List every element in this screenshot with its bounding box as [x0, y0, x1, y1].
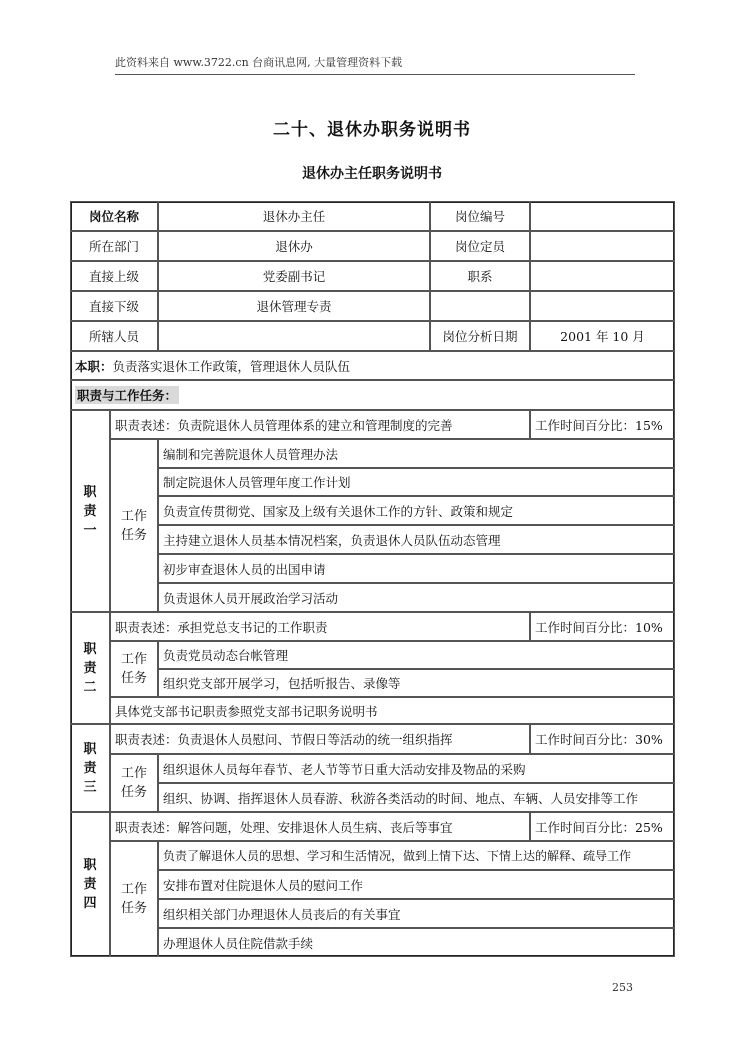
duty-1-task-label: 工作 任务 — [110, 439, 158, 612]
benzhi-row — [70, 351, 675, 380]
duty-3-description: 职责表述：负责退休人员慰问、节假日等活动的统一组织指挥 — [110, 724, 530, 754]
duty-4-description: 职责表述：解答问题，处理、安排退休人员生病、丧后等事宜 — [110, 812, 530, 841]
duty-4-task: 安排布置对住院退休人员的慰问工作 — [158, 870, 675, 899]
duty-4-task: 组织相关部门办理退休人员丧后的有关事宜 — [158, 899, 675, 928]
value-position-name: 退休办主任 — [158, 201, 430, 231]
duty-2-label: 职 责 二 — [70, 612, 110, 724]
duty-1-task: 负责宣传贯彻党、国家及上级有关退休工作的方针、政策和规定 — [158, 496, 675, 525]
duty-2-task-label: 工作 任务 — [110, 641, 158, 697]
value-analysis-date: 2001 年 10 月 — [530, 321, 675, 351]
benzhi-text: 负责落实退休工作政策，管理退休人员队伍 — [112, 358, 351, 374]
document-title: 二十、退休办职务说明书 — [273, 120, 471, 140]
duty-1-task: 主持建立退休人员基本情况档案，负责退休人员队伍动态管理 — [158, 525, 675, 554]
empty-cell — [430, 291, 530, 321]
duty-2-task: 组织党支部开展学习，包括听报告、录像等 — [158, 669, 675, 697]
value-superior: 党委副书记 — [158, 261, 430, 291]
duty-4-task-label: 工作 任务 — [110, 841, 158, 957]
label-position-name: 岗位名称 — [70, 201, 158, 231]
duty-4-task: 办理退休人员住院借款手续 — [158, 928, 675, 957]
label-quota: 岗位定员 — [430, 231, 530, 261]
value-position-code — [530, 201, 675, 231]
duty-1-task: 初步审查退休人员的出国申请 — [158, 554, 675, 583]
duty-2-task: 负责党员动态台帐管理 — [158, 641, 675, 669]
label-position-code: 岗位编号 — [430, 201, 530, 231]
duty-3-time-percent: 工作时间百分比：30% — [530, 724, 675, 754]
duty-3-task: 组织退休人员每年春节、老人节等节日重大活动安排及物品的采购 — [158, 754, 675, 783]
duty-2-description: 职责表述：承担党总支书记的工作职责 — [110, 612, 530, 641]
duty-1-task: 编制和完善院退休人员管理办法 — [158, 439, 675, 468]
duty-3-task-label: 工作 任务 — [110, 754, 158, 812]
label-superior: 直接上级 — [70, 261, 158, 291]
duty-3-task: 组织、协调、指挥退休人员春游、秋游各类活动的时间、地点、车辆、人员安排等工作 — [158, 783, 675, 812]
page-header: 此资料来自 www.3722.cn 台商讯息网, 大量管理资料下载 — [115, 54, 635, 75]
label-staff: 所辖人员 — [70, 321, 158, 351]
label-department: 所在部门 — [70, 231, 158, 261]
duty-3-label: 职 责 三 — [70, 724, 110, 812]
duty-1-task: 制定院退休人员管理年度工作计划 — [158, 468, 675, 496]
duty-1-time-percent: 工作时间百分比：15% — [530, 410, 675, 439]
value-series — [530, 261, 675, 291]
duties-header-row — [70, 380, 675, 410]
empty-cell — [530, 291, 675, 321]
label-series: 职系 — [430, 261, 530, 291]
page-number: 253 — [612, 981, 633, 994]
duty-4-label: 职 责 四 — [70, 812, 110, 957]
benzhi-label: 本职： — [75, 358, 113, 374]
label-analysis-date: 岗位分析日期 — [430, 321, 530, 351]
value-staff — [158, 321, 430, 351]
value-quota — [530, 231, 675, 261]
duty-1-description: 职责表述：负责院退休人员管理体系的建立和管理制度的完善 — [110, 410, 530, 439]
duty-1-label: 职 责 一 — [70, 410, 110, 612]
duty-4-time-percent: 工作时间百分比：25% — [530, 812, 675, 841]
document-subtitle: 退休办主任职务说明书 — [302, 166, 442, 182]
duties-header: 职责与工作任务： — [77, 388, 178, 403]
value-department: 退休办 — [158, 231, 430, 261]
duty-2-task: 具体党支部书记职责参照党支部书记职务说明书 — [110, 697, 675, 724]
duty-2-time-percent: 工作时间百分比：10% — [530, 612, 675, 641]
label-subordinate: 直接下级 — [70, 291, 158, 321]
value-subordinate: 退休管理专责 — [158, 291, 430, 321]
duty-1-task: 负责退休人员开展政治学习活动 — [158, 583, 675, 612]
duty-4-task: 负责了解退休人员的思想、学习和生活情况，做到上情下达、下情上达的解释、疏导工作 — [158, 841, 675, 870]
